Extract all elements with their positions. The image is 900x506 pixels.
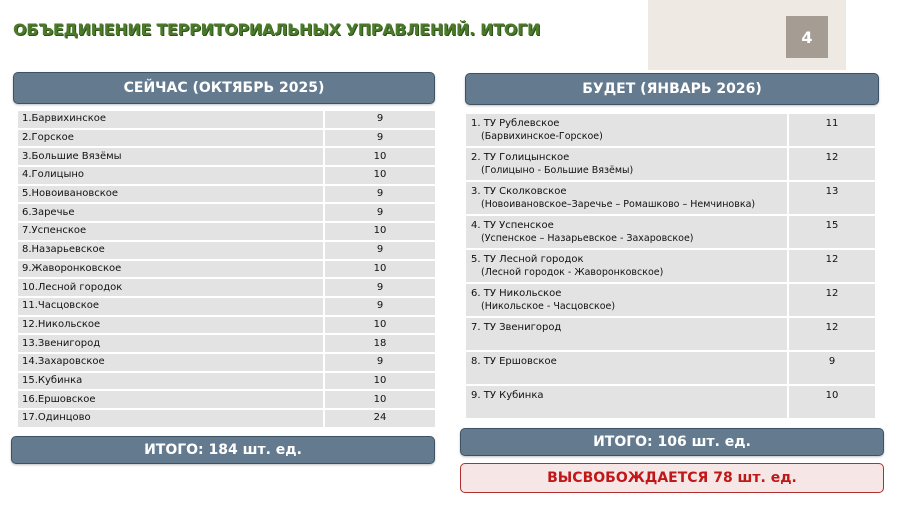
table-row <box>17 260 436 279</box>
district-name: 5.Новоивановское <box>17 185 324 204</box>
table-row <box>465 249 876 283</box>
future-table <box>464 112 877 420</box>
territorial-unit-cell <box>465 147 788 181</box>
table-row <box>17 297 436 316</box>
territorial-unit-composition: (Успенское – Назарьевское - Захаровское) <box>481 233 694 244</box>
current-total: ИТОГО: 184 шт. ед. <box>11 436 435 464</box>
district-name: 2.Горское <box>17 129 324 148</box>
table-row <box>465 113 876 147</box>
district-name: 6.Заречье <box>17 203 324 222</box>
table-row <box>465 147 876 181</box>
staff-count: 15 <box>788 215 876 249</box>
territorial-unit-name: 9. ТУ Кубинка <box>471 390 544 401</box>
district-name: 17.Одинцово <box>17 409 324 428</box>
district-name: 3.Большие Вязёмы <box>17 147 324 166</box>
table-row <box>465 215 876 249</box>
table-row <box>17 390 436 409</box>
table-row <box>17 129 436 148</box>
staff-count: 9 <box>324 203 436 222</box>
territorial-unit-name: 7. ТУ Звенигород <box>471 322 562 333</box>
page-title: ОБЪЕДИНЕНИЕ ТЕРРИТОРИАЛЬНЫХ УПРАВЛЕНИЙ. ИТОГИ <box>13 20 541 39</box>
table-row <box>17 166 436 185</box>
district-name: 10.Лесной городок <box>17 278 324 297</box>
territorial-unit-cell <box>465 215 788 249</box>
territorial-unit-name: 8. ТУ Ершовское <box>471 356 557 367</box>
territorial-unit-cell <box>465 385 788 419</box>
table-row <box>17 372 436 391</box>
table-row <box>17 222 436 241</box>
future-total: ИТОГО: 106 шт. ед. <box>460 428 884 456</box>
district-name: 11.Часцовское <box>17 297 324 316</box>
territorial-unit-name: 5. ТУ Лесной городок <box>471 254 584 265</box>
territorial-unit-name: 2. ТУ Голицынское <box>471 152 570 163</box>
territorial-unit-name: 1. ТУ Рублевское <box>471 118 560 129</box>
territorial-unit-composition: (Никольское - Часцовское) <box>481 301 616 312</box>
staff-count: 9 <box>324 297 436 316</box>
district-name: 12.Никольское <box>17 316 324 335</box>
staff-count: 10 <box>324 260 436 279</box>
table-row <box>17 110 436 129</box>
staff-count: 12 <box>788 317 876 351</box>
territorial-unit-name: 6. ТУ Никольское <box>471 288 562 299</box>
staff-count: 18 <box>324 334 436 353</box>
staff-count: 10 <box>324 316 436 335</box>
district-name: 4.Голицыно <box>17 166 324 185</box>
staff-count: 9 <box>324 278 436 297</box>
district-name: 8.Назарьевское <box>17 241 324 260</box>
district-name: 14.Захаровское <box>17 353 324 372</box>
staff-count: 9 <box>324 129 436 148</box>
table-row <box>17 203 436 222</box>
table-row <box>465 385 876 419</box>
staff-count: 12 <box>788 283 876 317</box>
territorial-unit-composition: (Голицыно - Большие Вязёмы) <box>481 165 634 176</box>
staff-count: 10 <box>324 372 436 391</box>
territorial-unit-cell <box>465 317 788 351</box>
territorial-unit-composition: (Новоивановское–Заречье – Ромашково – Немчиновка) <box>481 199 756 210</box>
table-row <box>17 334 436 353</box>
table-row <box>465 181 876 215</box>
district-name: 1.Барвихинское <box>17 110 324 129</box>
staff-count: 9 <box>324 241 436 260</box>
staff-count: 10 <box>324 166 436 185</box>
district-name: 9.Жаворонковское <box>17 260 324 279</box>
district-name: 13.Звенигород <box>17 334 324 353</box>
table-row <box>465 283 876 317</box>
territorial-unit-composition: (Лесной городок - Жаворонковское) <box>481 267 664 278</box>
table-row <box>17 278 436 297</box>
staff-count: 12 <box>788 147 876 181</box>
table-row <box>17 185 436 204</box>
table-row <box>17 316 436 335</box>
table-row <box>465 351 876 385</box>
released-units-banner: ВЫСВОБОЖДАЕТСЯ 78 шт. ед. <box>460 463 884 493</box>
district-name: 7.Успенское <box>17 222 324 241</box>
territorial-unit-name: 4. ТУ Успенское <box>471 220 554 231</box>
district-name: 16.Ершовское <box>17 390 324 409</box>
staff-count: 24 <box>324 409 436 428</box>
staff-count: 13 <box>788 181 876 215</box>
territorial-unit-cell <box>465 249 788 283</box>
staff-count: 10 <box>324 390 436 409</box>
district-name: 15.Кубинка <box>17 372 324 391</box>
territorial-unit-composition: (Барвихинское-Горское) <box>481 131 603 142</box>
table-row <box>465 317 876 351</box>
future-header: БУДЕТ (ЯНВАРЬ 2026) <box>465 73 879 105</box>
staff-count: 10 <box>324 147 436 166</box>
page-number: 4 <box>786 16 828 58</box>
territorial-unit-cell <box>465 283 788 317</box>
staff-count: 9 <box>324 110 436 129</box>
staff-count: 12 <box>788 249 876 283</box>
staff-count: 9 <box>788 351 876 385</box>
staff-count: 10 <box>788 385 876 419</box>
staff-count: 9 <box>324 353 436 372</box>
territorial-unit-cell <box>465 113 788 147</box>
territorial-unit-cell <box>465 351 788 385</box>
staff-count: 11 <box>788 113 876 147</box>
current-table <box>16 109 437 429</box>
table-row <box>17 353 436 372</box>
staff-count: 10 <box>324 222 436 241</box>
current-header: СЕЙЧАС (ОКТЯБРЬ 2025) <box>13 72 435 104</box>
table-row <box>17 409 436 428</box>
staff-count: 9 <box>324 185 436 204</box>
table-row <box>17 241 436 260</box>
territorial-unit-cell <box>465 181 788 215</box>
territorial-unit-name: 3. ТУ Сколковское <box>471 186 567 197</box>
table-row <box>17 147 436 166</box>
